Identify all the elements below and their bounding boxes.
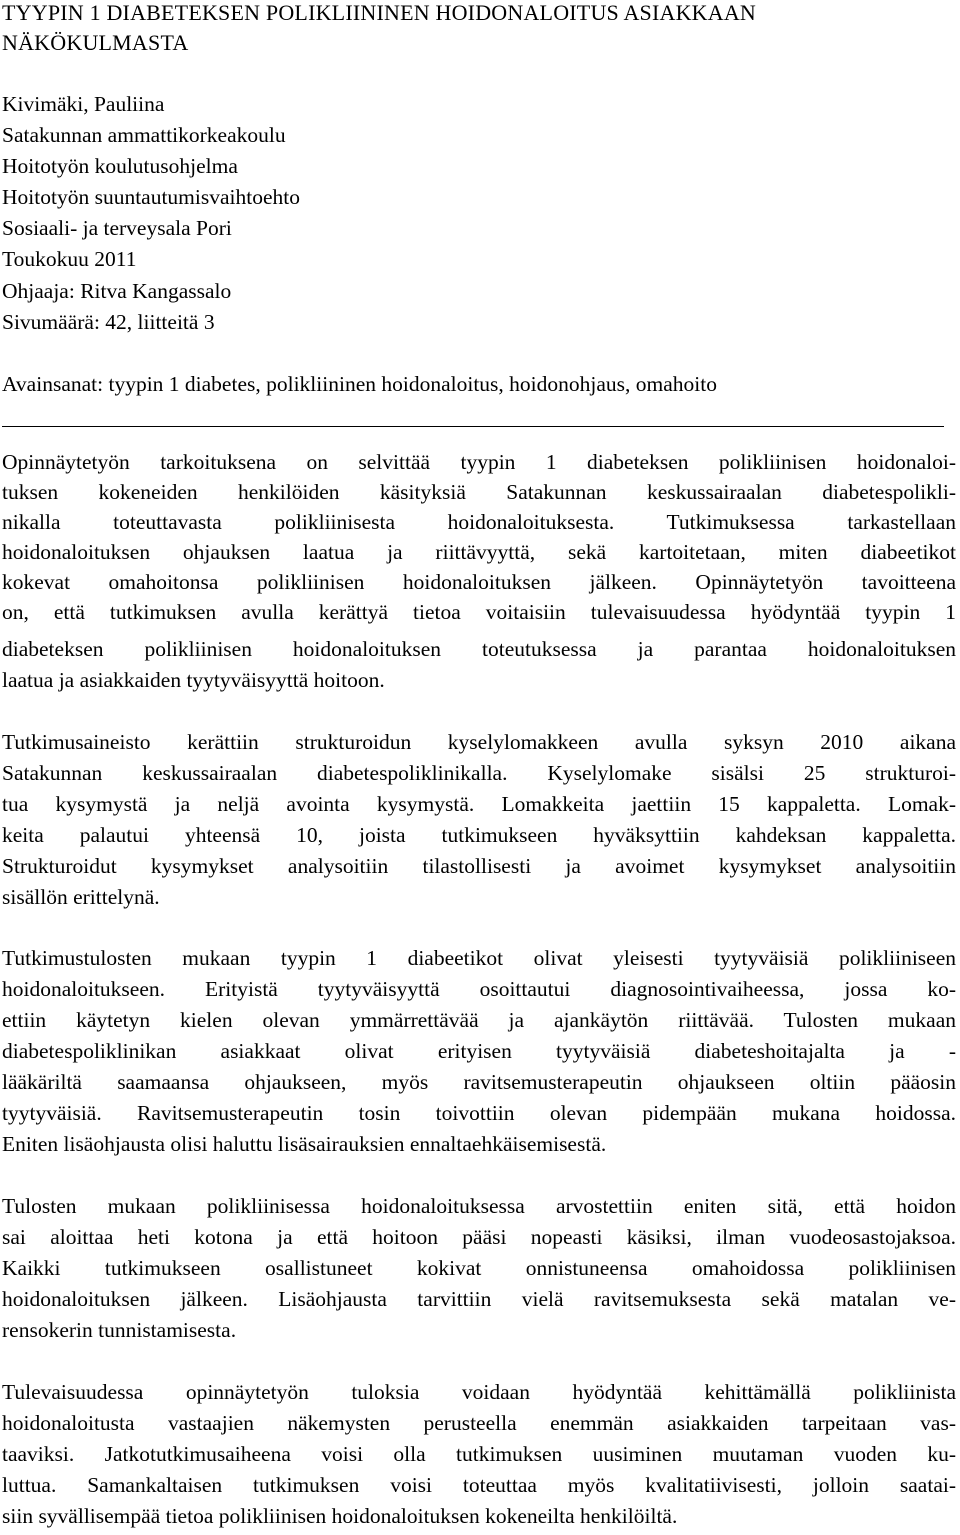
paragraph-line: tyytyväisiä. Ravitsemusterapeutin tosin toivottiin olevan pidempään mukana hoidossa. [2,1101,956,1125]
paragraph-line: luttua. Samankaltaisen tutkimuksen voisi toteuttaa myös kvalitatiivisesti, jolloin saatai- [2,1473,956,1497]
paragraph-line: tua kysymystä ja neljä avointa kysymystä. Lomakkeita jaettiin 15 kappaletta. Lomak- [2,792,956,816]
paragraph-line: ettiin käytetyn kielen olevan ymmärrettävää ja ajankäytön riittävää. Tulosten mukaan [2,1008,956,1032]
paragraph-line: Opinnäytetyön tarkoituksena on selvittää tyypin 1 diabeteksen polikliinisen hoidonaloi- [2,450,956,474]
date: Toukokuu 2011 [2,247,137,271]
paragraph-line: hoidonaloituksen ohjauksen laatua ja riittävyyttä, sekä kartoitetaan, miten diabeetikot [2,540,956,564]
degree-option: Hoitotyön suuntautumisvaihtoehto [2,185,300,209]
separator-rule [2,426,944,427]
paragraph-line: kokevat omahoitonsa polikliinisen hoidonaloituksen jälkeen. Opinnäytetyön tavoitteena [2,570,956,594]
paragraph-line: siin syvällisempää tietoa polikliinisen hoidonaloituksen kokeneilta henkilöiltä. [2,1504,678,1528]
paragraph-line: Tutkimustulosten mukaan tyypin 1 diabeetikot olivat yleisesti tyytyväisiä polikliiniseen [2,946,956,970]
paragraph-line: Eniten lisäohjausta olisi haluttu lisäsairauksien ennaltaehkäisemisestä. [2,1132,607,1156]
paragraph-line: sisällön erittelynä. [2,885,160,909]
keywords: Avainsanat: tyypin 1 diabetes, polikliininen hoidonaloitus, hoidonohjaus, omahoito [2,372,717,396]
paragraph-line: Tulosten mukaan polikliinisessa hoidonaloituksessa arvostettiin eniten sitä, että hoidon [2,1194,956,1218]
paragraph-line: keita palautui yhteensä 10, joista tutkimukseen hyväksyttiin kahdeksan kappaletta. [2,823,956,847]
paragraph-line: Satakunnan keskussairaalan diabetespoliklinikalla. Kyselylomake sisälsi 25 strukturoi- [2,761,956,785]
paragraph-line: Tutkimusaineisto kerättiin strukturoidun kyselylomakkeen avulla syksyn 2010 aikana [2,730,956,754]
paragraph-line: diabetespoliklinikan asiakkaat olivat erityisen tyytyväisiä diabeteshoitajalta ja - [2,1039,956,1063]
school: Satakunnan ammattikorkeakoulu [2,123,286,147]
paragraph-line: nikalla toteuttavasta polikliinisesta hoidonaloituksesta. Tutkimuksessa tarkastellaan [2,510,956,534]
paragraph-line: rensokerin tunnistamisesta. [2,1318,237,1342]
paragraph-line: lääkäriltä saamaansa ohjaukseen, myös ravitsemusterapeutin ohjaukseen oltiin pääosin [2,1070,956,1094]
paragraph-line: diabeteksen polikliinisen hoidonaloituksen toteutuksessa ja parantaa hoidonaloituksen [2,637,956,661]
unit: Sosiaali- ja terveysala Pori [2,216,232,240]
paragraph-line: on, että tutkimuksen avulla kerättyä tietoa voitaisiin tulevaisuudessa hyödyntää tyypin 1 [2,600,956,624]
paragraph-line: sai aloittaa heti kotona ja että hoitoon pääsi nopeasti käsiksi, ilman vuodeosastojaksoa. [2,1225,956,1249]
degree-program: Hoitotyön koulutusohjelma [2,154,238,178]
author: Kivimäki, Pauliina [2,92,165,116]
paragraph-line: taaviksi. Jatkotutkimusaiheena voisi olla tutkimuksen uusiminen muutaman vuoden ku- [2,1442,956,1466]
paragraph-line: Kaikki tutkimukseen osallistuneet kokivat onnistuneensa omahoidossa polikliinisen [2,1256,956,1280]
paragraph-line: hoidonaloitukseen. Erityistä tyytyväisyyttä osoittautui diagnosointivaiheessa, jossa ko- [2,977,956,1001]
title-line-1: TYYPIN 1 DIABETEKSEN POLIKLIININEN HOIDONALOITUS ASIAKKAAN [2,0,757,25]
paragraph-line: tuksen kokeneiden henkilöiden käsityksiä Satakunnan keskussairaalan diabetespolikli- [2,480,956,504]
paragraph-line: Tulevaisuudessa opinnäytetyön tuloksia voidaan hyödyntää kehittämällä polikliinista [2,1380,956,1404]
paragraph-line: Strukturoidut kysymykset analysoitiin tilastollisesti ja avoimet kysymykset analysoitiin [2,854,956,878]
paragraph-line: hoidonaloituksen jälkeen. Lisäohjausta tarvittiin vielä ravitsemuksesta sekä matalan ve- [2,1287,956,1311]
paragraph-line: laatua ja asiakkaiden tyytyväisyyttä hoitoon. [2,668,385,692]
paragraph-line: hoidonaloitusta vastaajien näkemysten perusteella enemmän asiakkaiden tarpeitaan vas- [2,1411,956,1435]
page-count: Sivumäärä: 42, liitteitä 3 [2,310,215,334]
supervisor: Ohjaaja: Ritva Kangassalo [2,279,232,303]
title-line-2: NÄKÖKULMASTA [2,30,189,55]
